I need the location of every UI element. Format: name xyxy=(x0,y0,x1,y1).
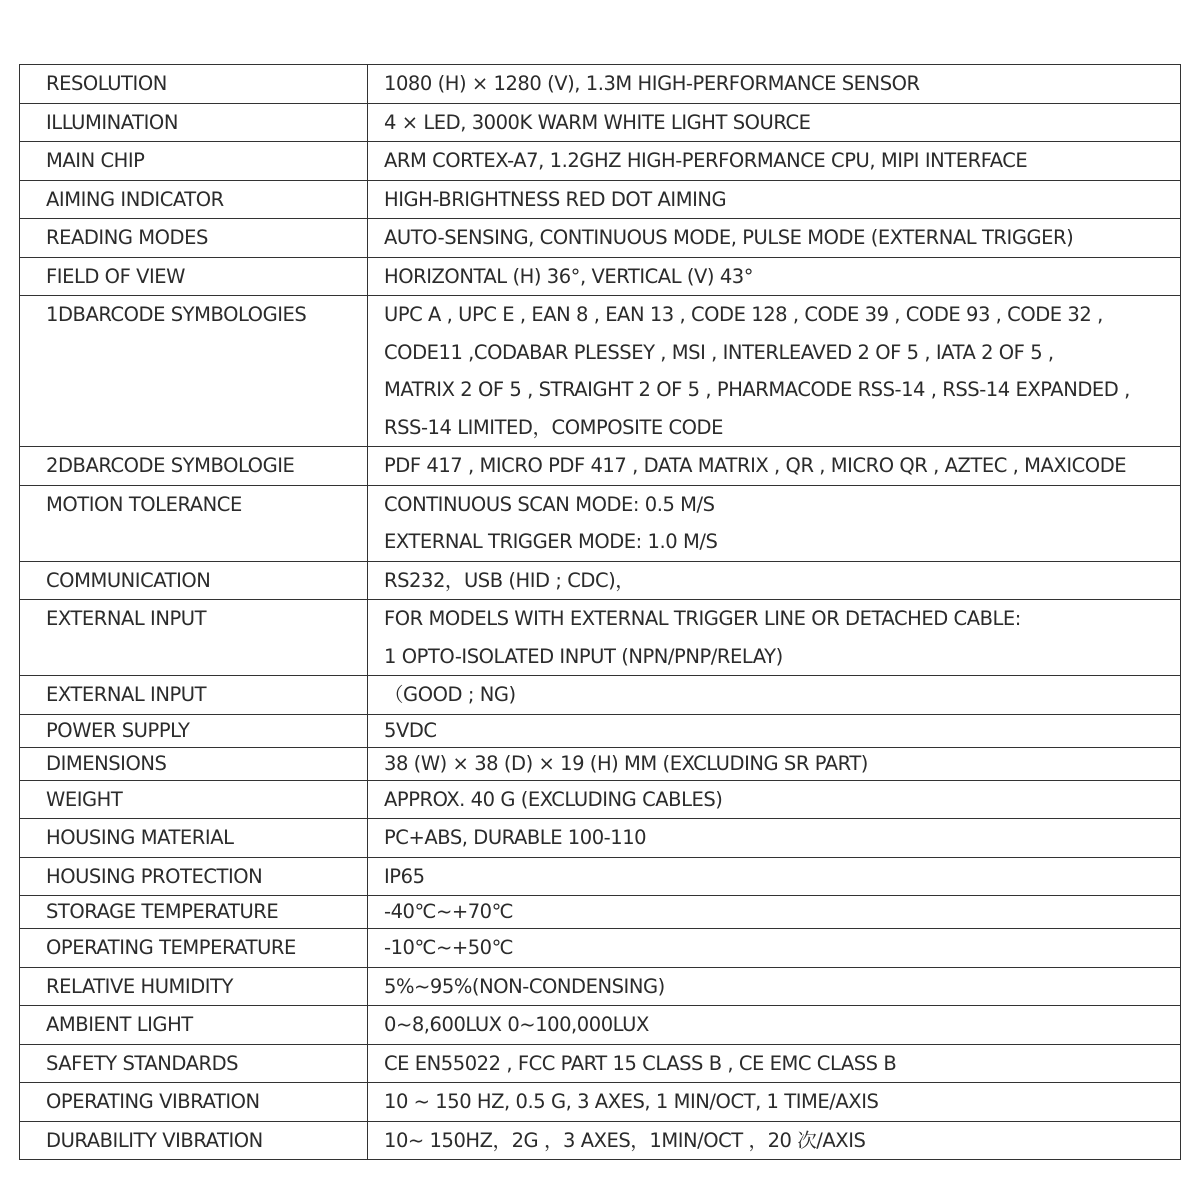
spec-table-body xyxy=(20,65,1181,1160)
spec-label-cell xyxy=(20,600,368,676)
spec-value-cell xyxy=(368,676,1181,715)
spec-label: HOUSING PROTECTION xyxy=(46,864,263,888)
spec-value-line: PDF 417 , MICRO PDF 417 , DATA MATRIX , QR , MICRO QR , AZTEC , MAXICODE xyxy=(384,454,1127,477)
spec-label-cell xyxy=(20,967,368,1006)
spec-label: MOTION TOLERANCE xyxy=(46,492,242,516)
spec-row xyxy=(20,714,1181,747)
spec-value-cell xyxy=(368,967,1181,1006)
spec-value-cell xyxy=(368,780,1181,819)
spec-value-cell xyxy=(368,447,1181,486)
spec-value-line: 0~8,600LUX 0~100,000LUX xyxy=(384,1013,649,1036)
spec-label-cell xyxy=(20,296,368,447)
spec-value-line: CE EN55022 , FCC PART 15 CLASS B , CE EMC CLASS B xyxy=(384,1051,897,1075)
spec-value-cell xyxy=(368,219,1181,258)
spec-value-cell xyxy=(368,857,1181,896)
spec-value-cell xyxy=(368,1044,1181,1083)
spec-label: WEIGHT xyxy=(46,787,123,811)
spec-value-line: 4 × LED, 3000K WARM WHITE LIGHT SOURCE xyxy=(384,110,811,134)
spec-value-cell xyxy=(368,600,1181,676)
spec-value-line: CONTINUOUS SCAN MODE: 0.5 M/S xyxy=(384,492,715,516)
spec-label: EXTERNAL INPUT xyxy=(46,683,207,706)
spec-value-line: 1 OPTO-ISOLATED INPUT (NPN/PNP/RELAY) xyxy=(384,644,783,668)
spec-label-cell xyxy=(20,142,368,181)
spec-value-line: -40℃~+70℃ xyxy=(384,900,514,923)
spec-row xyxy=(20,296,1181,447)
spec-value-line: EXTERNAL TRIGGER MODE: 1.0 M/S xyxy=(384,530,718,553)
spec-row xyxy=(20,1121,1181,1160)
spec-table xyxy=(19,64,1181,1160)
spec-row xyxy=(20,1006,1181,1045)
spec-row xyxy=(20,103,1181,142)
spec-row xyxy=(20,65,1181,104)
spec-value-line: HORIZONTAL (H) 36°, VERTICAL (V) 43° xyxy=(384,264,754,288)
spec-value-cell xyxy=(368,819,1181,858)
spec-value-cell xyxy=(368,103,1181,142)
spec-label: AIMING INDICATOR xyxy=(46,187,224,211)
spec-label-cell xyxy=(20,447,368,486)
spec-value-cell xyxy=(368,485,1181,561)
spec-row xyxy=(20,896,1181,929)
spec-row xyxy=(20,142,1181,181)
spec-row xyxy=(20,600,1181,676)
spec-value-line: ARM CORTEX-A7, 1.2GHZ HIGH-PERFORMANCE CPU, MIPI INTERFACE xyxy=(384,149,1028,172)
spec-row xyxy=(20,819,1181,858)
spec-label: FIELD OF VIEW xyxy=(46,264,185,288)
spec-row xyxy=(20,1044,1181,1083)
spec-row xyxy=(20,257,1181,296)
spec-row xyxy=(20,676,1181,715)
spec-row xyxy=(20,747,1181,780)
spec-value-line: 5%~95%(NON-CONDENSING) xyxy=(384,974,665,998)
spec-label-cell xyxy=(20,896,368,929)
spec-label: OPERATING TEMPERATURE xyxy=(46,936,296,959)
spec-value-cell xyxy=(368,896,1181,929)
spec-row xyxy=(20,180,1181,219)
spec-label-cell xyxy=(20,257,368,296)
spec-row xyxy=(20,447,1181,486)
spec-label: HOUSING MATERIAL xyxy=(46,826,234,849)
spec-label-cell xyxy=(20,1044,368,1083)
spec-value-line: CODE11 ,CODABAR PLESSEY , MSI , INTERLEAVED 2 OF 5 , IATA 2 OF 5 , xyxy=(384,340,1054,364)
spec-value-line: APPROX. 40 G (EXCLUDING CABLES) xyxy=(384,787,723,811)
spec-label-cell xyxy=(20,747,368,780)
spec-label-cell xyxy=(20,676,368,715)
spec-label-cell xyxy=(20,180,368,219)
spec-row xyxy=(20,929,1181,968)
spec-value-cell xyxy=(368,1083,1181,1122)
spec-label: ILLUMINATION xyxy=(46,110,178,134)
spec-label-cell xyxy=(20,714,368,747)
spec-value-line: IP65 xyxy=(384,864,425,888)
spec-value-line: HIGH-BRIGHTNESS RED DOT AIMING xyxy=(384,187,727,211)
spec-label-cell xyxy=(20,929,368,968)
spec-value-line: PC+ABS, DURABLE 100-110 xyxy=(384,826,647,849)
spec-value-cell xyxy=(368,142,1181,181)
spec-value-line: MATRIX 2 OF 5 , STRAIGHT 2 OF 5 , PHARMACODE RSS-14 , RSS-14 EXPANDED , xyxy=(384,378,1130,401)
spec-label-cell xyxy=(20,1121,368,1160)
spec-label: RELATIVE HUMIDITY xyxy=(46,974,233,998)
spec-value-cell xyxy=(368,561,1181,600)
spec-row xyxy=(20,780,1181,819)
spec-value-cell xyxy=(368,296,1181,447)
spec-label-cell xyxy=(20,103,368,142)
spec-label-cell xyxy=(20,819,368,858)
spec-label: 2DBARCODE SYMBOLOGIE xyxy=(46,454,295,477)
spec-value-cell xyxy=(368,1006,1181,1045)
spec-label-cell xyxy=(20,780,368,819)
spec-row xyxy=(20,857,1181,896)
spec-value-line: （GOOD ; NG) xyxy=(384,683,516,706)
spec-label: OPERATING VIBRATION xyxy=(46,1090,260,1113)
spec-label: DURABILITY VIBRATION xyxy=(46,1128,263,1152)
spec-row xyxy=(20,1083,1181,1122)
spec-label-cell xyxy=(20,485,368,561)
spec-value-cell xyxy=(368,1121,1181,1160)
spec-value-line: AUTO-SENSING, CONTINUOUS MODE, PULSE MODE (EXTERNAL TRIGGER) xyxy=(384,226,1074,249)
spec-label: SAFETY STANDARDS xyxy=(46,1051,239,1075)
spec-label: RESOLUTION xyxy=(46,72,167,95)
spec-value-cell xyxy=(368,65,1181,104)
spec-label: COMMUNICATION xyxy=(46,568,211,592)
spec-value-cell xyxy=(368,714,1181,747)
spec-value-cell xyxy=(368,180,1181,219)
spec-label-cell xyxy=(20,1083,368,1122)
spec-value-line: RS232，USB (HID ; CDC)， xyxy=(384,568,635,592)
spec-label: MAIN CHIP xyxy=(46,149,145,172)
spec-value-line: FOR MODELS WITH EXTERNAL TRIGGER LINE OR DETACHED CABLE: xyxy=(384,607,1021,630)
spec-value-line: 1080 (H) × 1280 (V), 1.3M HIGH-PERFORMANCE SENSOR xyxy=(384,72,920,95)
spec-label-cell xyxy=(20,219,368,258)
spec-label: READING MODES xyxy=(46,226,208,249)
spec-row xyxy=(20,485,1181,561)
spec-value-cell xyxy=(368,929,1181,968)
spec-row xyxy=(20,219,1181,258)
spec-row xyxy=(20,967,1181,1006)
spec-value-line: RSS-14 LIMITED，COMPOSITE CODE xyxy=(384,415,723,439)
spec-value-line: 5VDC xyxy=(384,718,437,742)
spec-value-line: 10~ 150HZ，2G ，3 AXES，1MIN/OCT ，20 次/AXIS xyxy=(384,1128,866,1152)
spec-label: STORAGE TEMPERATURE xyxy=(46,900,279,923)
spec-value-line: UPC A , UPC E , EAN 8 , EAN 13 , CODE 128 , CODE 39 , CODE 93 , CODE 32 , xyxy=(384,303,1103,326)
spec-label-cell xyxy=(20,65,368,104)
spec-label: POWER SUPPLY xyxy=(46,718,190,742)
spec-value-line: 10 ~ 150 HZ, 0.5 G, 3 AXES, 1 MIN/OCT, 1 TIME/AXIS xyxy=(384,1090,879,1113)
spec-label-cell xyxy=(20,561,368,600)
spec-label: DIMENSIONS xyxy=(46,751,167,775)
spec-row xyxy=(20,561,1181,600)
spec-value-cell xyxy=(368,257,1181,296)
spec-value-line: 38 (W) × 38 (D) × 19 (H) MM (EXCLUDING SR PART) xyxy=(384,751,868,775)
spec-value-cell xyxy=(368,747,1181,780)
spec-label: 1DBARCODE SYMBOLOGIES xyxy=(46,303,307,326)
spec-label: EXTERNAL INPUT xyxy=(46,607,207,630)
spec-label-cell xyxy=(20,1006,368,1045)
spec-label: AMBIENT LIGHT xyxy=(46,1013,193,1036)
spec-label-cell xyxy=(20,857,368,896)
spec-value-line: -10℃~+50℃ xyxy=(384,936,514,959)
